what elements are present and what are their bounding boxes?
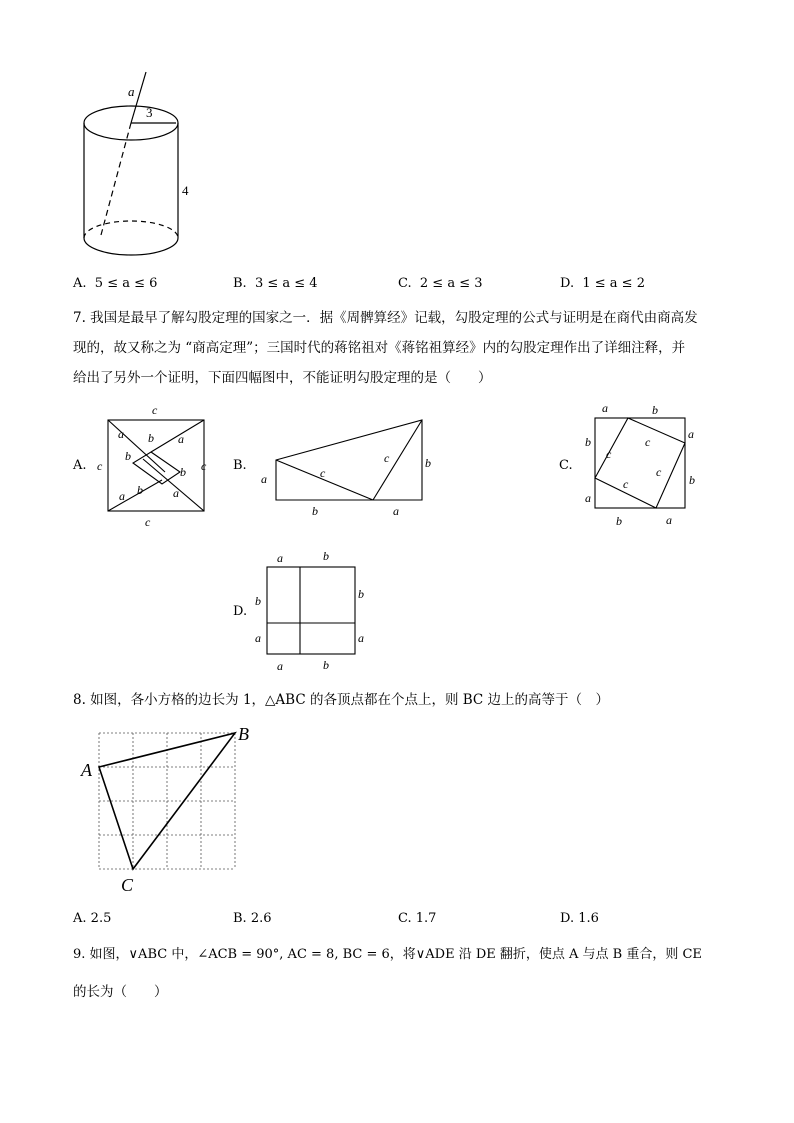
- cylinder-label-radius: 3: [146, 105, 153, 120]
- svg-text:a: a: [261, 472, 267, 486]
- svg-text:a: a: [585, 491, 591, 505]
- svg-text:b: b: [255, 594, 261, 608]
- svg-text:c: c: [645, 435, 651, 449]
- svg-text:c: c: [152, 403, 158, 417]
- svg-text:a: a: [178, 432, 184, 446]
- q6-option-d: D. 1 ≤ a ≤ 2: [560, 276, 645, 291]
- svg-text:b: b: [125, 449, 131, 463]
- q8-option-b: B. 2.6: [233, 911, 272, 926]
- point-c-label: C: [121, 875, 134, 895]
- q7-figure-b: [250, 415, 440, 520]
- cylinder-bottom-back: [84, 221, 178, 238]
- q8-grid-figure: [75, 720, 265, 900]
- svg-text:c: c: [606, 447, 612, 461]
- q7-figure-a: [88, 400, 218, 530]
- cylinder-figure: [70, 65, 210, 260]
- svg-text:b: b: [689, 473, 695, 487]
- q7-figure-d-letter: D.: [233, 604, 248, 619]
- q6-option-a: A. 5 ≤ a ≤ 6: [73, 276, 158, 291]
- cylinder-bottom-front: [84, 238, 178, 255]
- svg-text:c: c: [384, 451, 390, 465]
- svg-text:a: a: [666, 513, 672, 527]
- q7-line-2: 现的，故又称之为 “商高定理”；三国时代的蒋铭祖对《蒋铭祖算经》内的勾股定理作出了详细注释，并: [73, 340, 686, 356]
- cylinder-label-height: 4: [182, 183, 189, 198]
- svg-text:a: a: [255, 631, 261, 645]
- svg-text:a: a: [602, 401, 608, 415]
- q7-figure-a-letter: A.: [73, 458, 87, 473]
- svg-text:a: a: [277, 551, 283, 565]
- svg-text:b: b: [312, 504, 318, 518]
- q7-figure-c-letter: C.: [559, 458, 573, 473]
- svg-text:c: c: [97, 459, 103, 473]
- q9-line-2: 的长为（ ）: [73, 984, 168, 1000]
- q8-option-d: D. 1.6: [560, 911, 599, 926]
- svg-text:b: b: [137, 483, 143, 497]
- q6-option-c: C. 2 ≤ a ≤ 3: [398, 276, 483, 291]
- q8-option-c: C. 1.7: [398, 911, 437, 926]
- svg-text:b: b: [148, 431, 154, 445]
- svg-text:b: b: [358, 587, 364, 601]
- svg-text:a: a: [119, 489, 125, 503]
- q7-line-3: 给出了另外一个证明，下面四幅图中，不能证明勾股定理的是（ ）: [73, 370, 492, 386]
- q8-option-a: A. 2.5: [73, 911, 112, 926]
- svg-text:b: b: [425, 456, 431, 470]
- svg-text:b: b: [323, 549, 329, 563]
- q8-question: 8. 如图，各小方格的边长为 1，△ABC 的各顶点都在个点上，则 BC 边上的高等于（ ）: [73, 692, 610, 708]
- svg-text:a: a: [393, 504, 399, 518]
- svg-text:b: b: [585, 435, 591, 449]
- svg-text:c: c: [623, 477, 629, 491]
- q6-option-b: B. 3 ≤ a ≤ 4: [233, 276, 318, 291]
- q7-figure-d: [250, 545, 380, 677]
- svg-text:c: c: [145, 515, 151, 529]
- svg-text:b: b: [323, 658, 329, 672]
- point-a-label: A: [81, 760, 92, 780]
- q7-line-1: 7. 我国是最早了解勾股定理的国家之一．据《周髀算经》记载，勾股定理的公式与证明是在商代由商高发: [73, 310, 698, 326]
- svg-text:c: c: [201, 459, 207, 473]
- svg-text:b: b: [616, 514, 622, 528]
- svg-text:c: c: [656, 465, 662, 479]
- svg-text:a: a: [688, 427, 694, 441]
- q7-figure-b-letter: B.: [233, 458, 247, 473]
- cylinder-label-a: a: [128, 84, 135, 99]
- q7-figure-c: [575, 398, 710, 533]
- svg-text:a: a: [277, 659, 283, 673]
- svg-text:b: b: [180, 465, 186, 479]
- svg-text:c: c: [320, 466, 326, 480]
- svg-text:a: a: [358, 631, 364, 645]
- svg-text:b: b: [652, 403, 658, 417]
- q9-line-1: 9. 如图，∨ABC 中，∠ACB = 90°, AC = 8, BC = 6，将∨ADE 沿 DE 翻折，使点 A 与点 B 重合，则 CE: [73, 947, 702, 962]
- svg-text:a: a: [118, 427, 124, 441]
- svg-text:a: a: [173, 486, 179, 500]
- point-b-label: B: [238, 724, 249, 744]
